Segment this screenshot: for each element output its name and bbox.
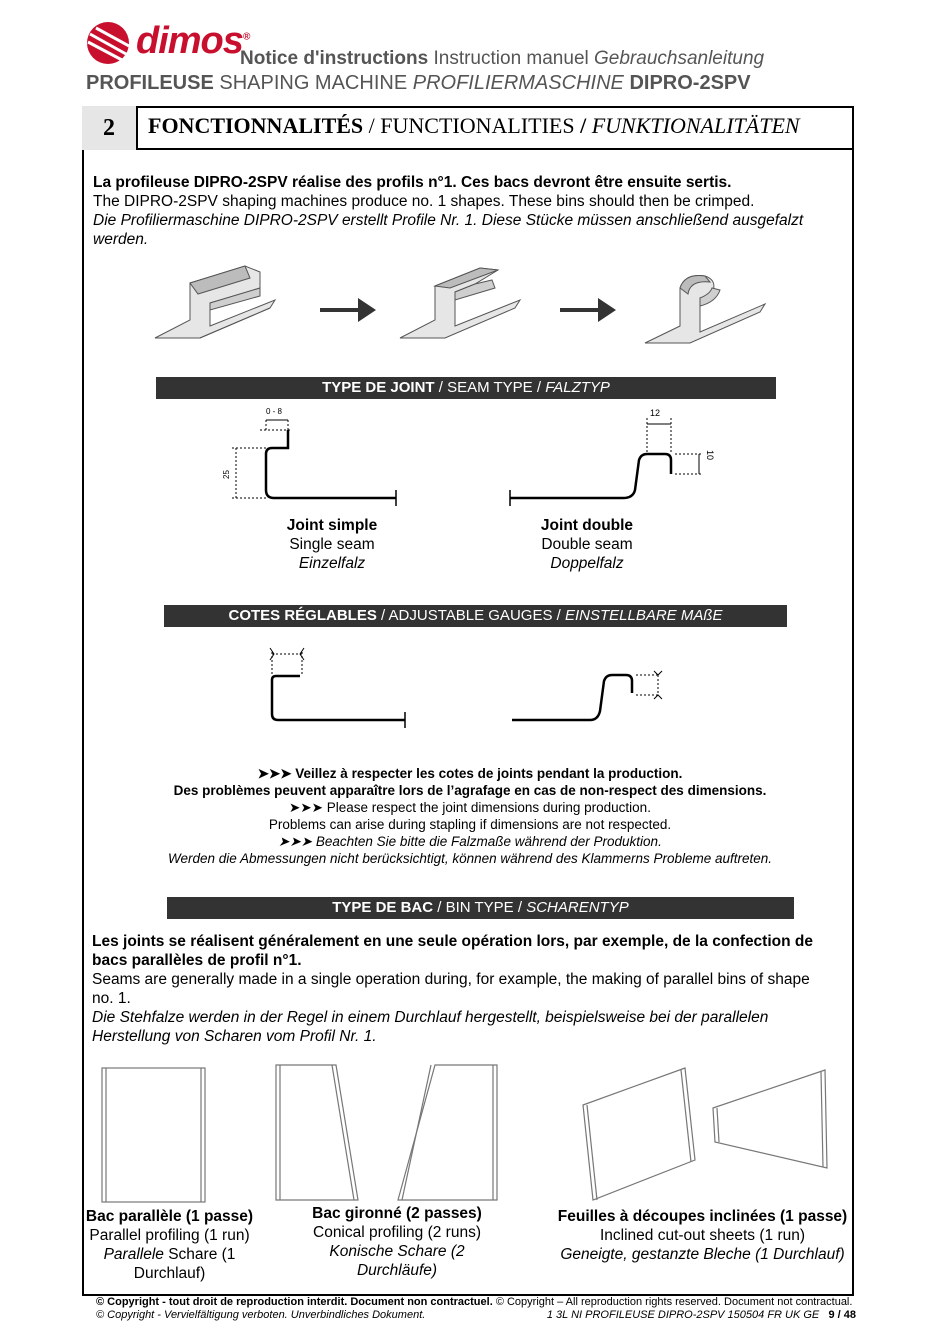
- caption-conical-bin: Bac gironné (2 passes) Conical profiling (2 runs) Konische Schare (2 Durchläufe): [312, 1205, 482, 1279]
- band-seam-type: TYPE DE JOINT / SEAM TYPE / FALZTYP: [156, 377, 776, 399]
- gauge-double-diagram: [508, 665, 668, 727]
- single-seam-diagram: [216, 406, 402, 514]
- arrows-icon: ➤➤➤: [278, 834, 313, 849]
- section-number: 2: [82, 106, 138, 150]
- production-notes: ➤➤➤ Veillez à respecter les cotes de joints pendant la production. Des problèmes peuvent apparaître lors de l’agrafage en cas de non-respect des dimensions. ➤➤➤ Please respect the joint dimensions during production. Problems can arise during stapling if dimensions are not respected. ➤➤➤ Beachten Sie bitte die Falzmaße während der Produktion. Werden die Abmessungen nicht berücksichtigt, können während des Klammerns Probleme auftreten.: [167, 766, 773, 866]
- double-seam-diagram: [505, 406, 720, 514]
- footer-copyright: © Copyright - tout droit de reproduction interdit. Document non contractuel. © Copyright – All reproduction rights reserved. Document not contractual. © Copyright - Vervielfältigung verboten. Unverbindliches Dokument. 1 3L NI PROFILEUSE DIPRO-2SPV 150504 FR UK GE 9 / 48: [96, 1296, 856, 1321]
- caption-inclined-sheets: Feuilles à découpes inclinées (1 passe) Inclined cut-out sheets (1 run) Geneigte, gestanzte Bleche (1 Durchlauf): [557, 1208, 848, 1263]
- single-seam-width-label: 0 - 8: [266, 407, 283, 416]
- band-adjustable-gauges: COTES RÉGLABLES / ADJUSTABLE GAUGES / EINSTELLBARE MAßE: [164, 605, 787, 627]
- header-line-2: PROFILEUSE SHAPING MACHINE PROFILIERMASCHINE DIPRO-2SPV: [86, 72, 751, 94]
- arrows-icon: ➤➤➤: [289, 800, 323, 815]
- caption-double-seam: Joint double Double seam Doppelfalz: [540, 517, 634, 572]
- logo-wordmark: dimos®: [136, 20, 250, 62]
- double-seam-width-label: 12: [650, 408, 661, 418]
- band-bin-type: TYPE DE BAC / BIN TYPE / SCHARENTYP: [167, 897, 794, 919]
- caption-parallel-bin: Bac parallèle (1 passe) Parallel profiling (1 run) Parallele Schare (1 Durchlauf): [85, 1208, 254, 1282]
- bin-type-text: Les joints se réalisent généralement en une seule opération lors, par exemple, de la confection de bacs parallèles de profil n°1. Seams are generally made in a single operation during, for example, the making of parallel bins of shape no. 1. Die Stehfalze werden in der Regel in einem Durchlauf hergestellt, beispielsweise bei der parallelen Herstellung von Scharen vom Profil Nr. 1.: [92, 933, 813, 1045]
- caption-single-seam: Joint simple Single seam Einzelfalz: [286, 517, 378, 572]
- page-number: 9 / 48: [828, 1309, 856, 1321]
- gauge-single-diagram: [262, 640, 412, 730]
- single-seam-height-label: 25: [221, 470, 231, 479]
- header-line-1: Notice d'instructions Instruction manuel Gebrauchsanleitung: [240, 48, 765, 69]
- document-reference: 1 3L NI PROFILEUSE DIPRO-2SPV 150504 FR UK GE: [546, 1309, 820, 1321]
- intro-text: La profileuse DIPRO-2SPV réalise des profils n°1. Ces bacs devront être ensuite sertis. The DIPRO-2SPV shaping machines produce no. 1 shapes. These bins should then be crimped. Die Profiliermaschine DIPRO-2SPV erstellt Profile Nr. 1. Diese Stücke müssen anschließend ausgefalzt werden.: [93, 174, 804, 248]
- double-seam-height-label: 10: [705, 449, 716, 461]
- profile-sequence-illustration: [150, 258, 780, 358]
- bins-illustration: [95, 1060, 845, 1210]
- arrows-icon: ➤➤➤: [257, 766, 292, 781]
- dimos-logo-mark: [84, 20, 134, 66]
- section-title: FONCTIONNALITÉS / FUNCTIONALITIES / FUNKTIONALITÄTEN: [148, 113, 800, 138]
